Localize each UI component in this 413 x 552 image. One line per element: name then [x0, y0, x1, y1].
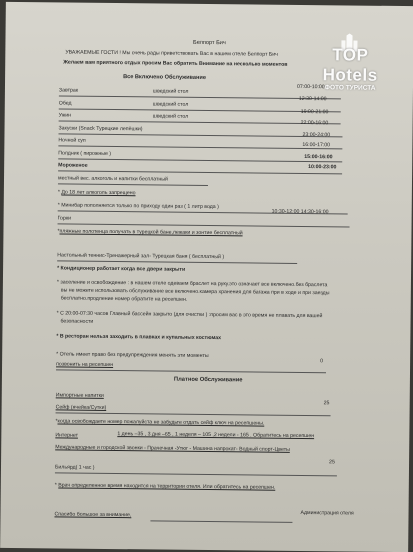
internet-prices: 1 день –35 , 3 дня –65 , 1 неделя – 105 ,2 недели - 165 . Обратитесь на ресепшен	[117, 431, 315, 440]
schedule-time-icecream: 10:00-23:00	[308, 164, 337, 171]
schedule-label-snacks: Закуски (Snack Турецкие лепёшки)	[58, 125, 143, 133]
document-page	[0, 2, 413, 552]
intl-calls: Международные и городской звонки - Прачечная -Утюг - Машина напрокат- Водный спорт-Цветы	[55, 444, 290, 453]
divider	[58, 170, 342, 174]
checkin-line-3: бесплатно.продление номер обратите на ресепшен.	[60, 295, 188, 303]
all-inclusive-title: Все Включено Обслуживание	[123, 74, 206, 81]
divider	[150, 520, 292, 522]
minibar-note: * Минибар пополняется только по приходу один раз ( 1 литр вода )	[57, 202, 219, 211]
schedule-label-afternoon: Полдник ( пирожные )	[58, 150, 112, 157]
under18-text: До 18 лет алкоголь запрещено	[61, 189, 136, 197]
pool-line-2: безопасности	[60, 318, 94, 325]
restaurant-note: * В ресторан нельзя заходить в плавках и купальных костюмах	[56, 333, 222, 342]
pool-text-1: С 20:00-07:30 часов Главный бассейн закрыто (для очистки ) :просим вас в это время не плавать для вашей	[60, 310, 323, 320]
schedule-place-breakfast: шведский стол	[152, 88, 189, 95]
restaurant-text: В ресторан нельзя заходить в плавках и купальных костюмах	[59, 333, 222, 342]
schedule-time-dinner: 19:00-21:00	[300, 108, 329, 116]
divider	[58, 183, 208, 186]
pool-line-1: * С 20:00-07:30 часов Главный бассейн закрыто (для очистки ) :просим вас в это время не плавать для вашей	[56, 310, 323, 320]
schedule-label-dinner: Ужин	[58, 112, 72, 119]
rights-text-1: Отель имеет право без предупреждения менять эти моменты	[59, 351, 209, 360]
ac-text: Кондиционер работает когда все двери закрыти	[60, 265, 186, 273]
billiard-label: Бильярд( 1 час )	[54, 464, 95, 471]
greeting-line: УВАЖАЕМЫЕ ГОСТИ ! Мы очень рады приветствовать Вас в нашем отеле Белпорт Бич	[65, 49, 278, 58]
doctor-text: Врач определенное время находится на территории отеля. Или обратитесь на ресепшен.	[58, 482, 276, 491]
schedule-place-lunch: шведский стол	[152, 101, 189, 108]
watermark-sub: ФОТО ТУРИСТА	[324, 84, 376, 92]
local-alcohol: местный вес. алкоголь и напитки бесплатный	[57, 175, 168, 183]
divider	[58, 223, 350, 227]
slides-time: 10:30-12:00 14:30-16:00	[271, 208, 329, 216]
under18-note: * До 18 лет алкоголь запрещено	[57, 189, 136, 197]
schedule-time-afternoon: 15:00-16:00	[304, 154, 333, 161]
divider	[55, 472, 337, 476]
divider	[58, 141, 342, 149]
schedule-time-breakfast: 07:00-10:00	[296, 83, 325, 91]
towels-note: *пляжные полотенца получать в турецкой бане,лежаки и зонтие бесплатный	[57, 228, 243, 237]
rights-line-1: * Отель имеет право без предупреждения менять эти моменты	[56, 351, 209, 360]
divider	[56, 412, 331, 416]
slides-label: Горки	[57, 215, 72, 222]
safe-label: Сейф (ячейка/Сутки)	[55, 404, 107, 411]
checkout-key-text: когда освобождаете номер пожалуйста не забудьте отдать сейф ключ на ресепшены.	[57, 418, 265, 427]
divider	[58, 158, 342, 162]
checkin-text-1: заселение и освобождение : в нашем отеле одеваем браслет на руку.это означает все включено.без браслета	[60, 279, 328, 289]
divider	[58, 133, 342, 137]
checkin-line-1: * заселение и освобождение : в нашем отеле одеваем браслет на руку.это означает все включено.без браслета	[56, 279, 328, 289]
admin-line: Администрация отеля	[300, 509, 354, 517]
billiard-price: 25	[329, 459, 335, 466]
schedule-time-lunch: 12:30-14:00	[298, 95, 327, 103]
schedule-label-breakfast: Завтрак	[58, 87, 79, 94]
checkout-key-note: *когда освобождаете номер пожалуйста не забудьте отдать сейф ключ на ресепшены.	[55, 418, 265, 427]
schedule-time-extra: 22:00-16:00	[300, 119, 329, 127]
rights-number: 0	[320, 358, 324, 365]
schedule-label-icecream: Мороженое	[58, 162, 88, 169]
schedule-time-snacks: 23:00-24:00	[302, 131, 331, 139]
divider	[56, 369, 326, 373]
schedule-label-night-soup: Ночной суп	[58, 137, 86, 144]
ac-note: * Кондиционер работает когда все двери закрыти	[57, 265, 186, 273]
thanks-line: Спасибо большое за внимание,	[54, 511, 132, 519]
watermark-brand: TOP Hotels	[322, 45, 378, 85]
schedule-place-dinner: шведский стол	[152, 113, 189, 120]
divider	[59, 108, 341, 112]
doctor-note: * Врач определенное время находится на территории отеля. Или обратитесь на ресепшен.	[54, 482, 276, 491]
internet-label: Интернет	[55, 432, 79, 439]
checkin-line-2: вы не можете использовать обслуживание все включено.камера хранения для багажа при в ходе и при заезды	[60, 287, 330, 297]
rights-line-2: позвонить на ресепшен	[56, 361, 114, 369]
schedule-label-lunch: Обед	[58, 100, 72, 107]
imported-drinks: Импортные напитки	[55, 392, 104, 399]
tophotels-watermark	[305, 33, 396, 104]
hotel-name: Белпорт Бич	[192, 39, 226, 47]
schedule-time-night-soup: 16:00-17:00	[302, 141, 331, 149]
towels-text: пляжные полотенца получать в турецкой бане,лежаки и зонтие бесплатный	[59, 228, 243, 237]
safe-price: 25	[323, 400, 330, 407]
paid-service-title: Платное Обслуживание	[173, 376, 243, 384]
wish-line: Желаем вам приятного отдых просим Вас обратить Вниманиe на несколько моментов	[63, 59, 288, 68]
divider	[59, 120, 341, 124]
minibar-text: Минибар пополняется только по приходу один раз ( 1 литр вода )	[61, 202, 219, 211]
tennis-note: Настольный теннис-Тренажерный зал- Турецкая баня ( бесплатный )	[57, 252, 225, 261]
divider	[57, 260, 297, 264]
